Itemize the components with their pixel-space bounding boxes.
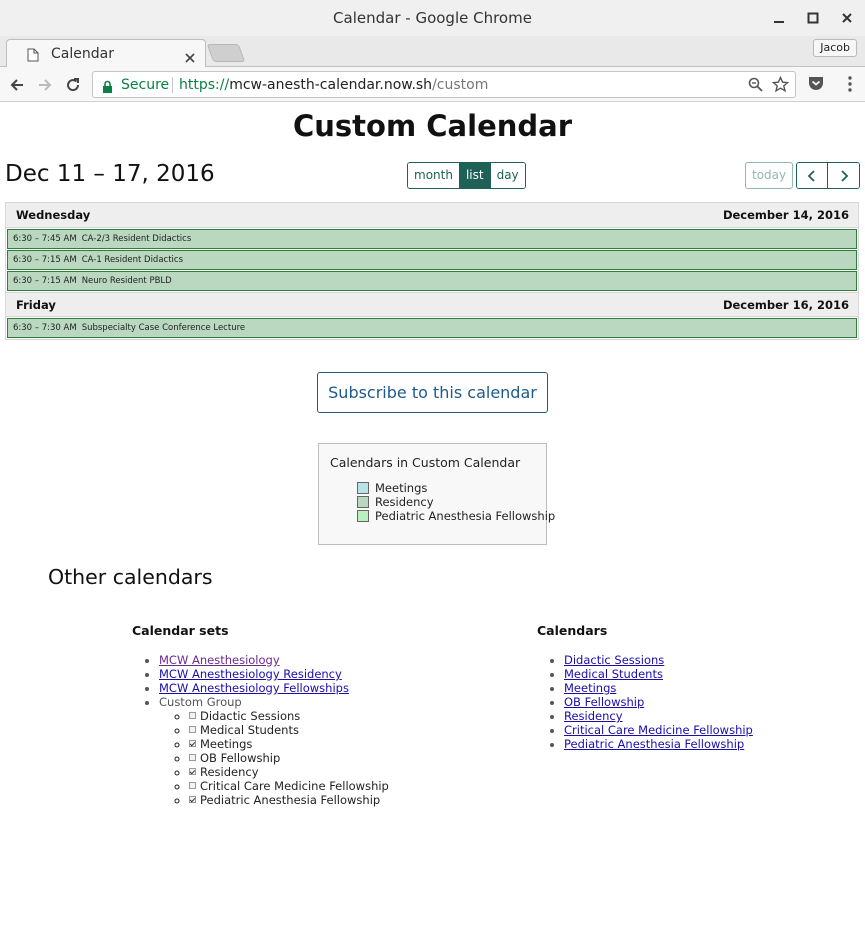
calendar-checkbox[interactable] — [189, 712, 196, 719]
day-name: Wednesday — [16, 208, 91, 222]
event-row[interactable] — [7, 229, 857, 249]
week-nav — [796, 162, 860, 189]
forward-arrow-icon — [37, 77, 53, 93]
calendar-checkbox[interactable] — [189, 740, 196, 747]
day-heading — [6, 203, 858, 228]
list-item — [564, 709, 837, 723]
browser-toolbar — [0, 67, 865, 102]
pocket-extension-icon[interactable] — [807, 75, 825, 96]
calendar-set-link[interactable]: MCW Anesthesiology — [159, 653, 280, 667]
legend-label: Pediatric Anesthesia Fellowship — [375, 509, 556, 523]
subscribe-button[interactable]: Subscribe to this calendar — [317, 372, 548, 413]
list-item — [189, 751, 492, 765]
event-time: 6:30 – 7:30 AM — [13, 323, 77, 333]
event-title: Subspecialty Case Conference Lecture — [81, 323, 246, 333]
list-item — [189, 793, 492, 807]
legend-label: Residency — [375, 495, 434, 509]
list-item — [159, 695, 492, 807]
event-row[interactable] — [7, 318, 857, 338]
list-item — [189, 737, 492, 751]
day-name: Friday — [16, 298, 56, 312]
calendar-link[interactable]: OB Fellowship — [564, 695, 645, 709]
list-item — [564, 667, 837, 681]
checkbox-label: Residency — [200, 765, 259, 779]
list-item — [159, 681, 492, 695]
calendar-legend — [318, 443, 556, 545]
zoom-icon[interactable] — [748, 77, 763, 96]
legend-title: Calendars in Custom Calendar — [330, 455, 521, 470]
legend-label: Meetings — [375, 481, 428, 495]
day-view-button[interactable]: day — [491, 163, 525, 188]
day-date[interactable]: December 16, 2016 — [722, 298, 849, 312]
reload-icon — [65, 77, 81, 93]
date-range-title: Dec 11 – 17, 2016 — [5, 161, 215, 187]
close-window-button[interactable] — [837, 8, 857, 28]
tab-close-icon[interactable] — [185, 48, 195, 67]
calendars-heading: Calendars — [537, 623, 608, 638]
day-heading — [6, 292, 858, 317]
calendar-link[interactable]: Pediatric Anesthesia Fellowship — [564, 737, 745, 751]
list-item — [159, 653, 492, 667]
custom-group-label: Custom Group — [159, 695, 242, 709]
back-button[interactable] — [6, 74, 28, 96]
calendar-link[interactable]: Didactic Sessions — [564, 653, 665, 667]
checkbox-label: OB Fellowship — [200, 751, 281, 765]
legend-item — [357, 509, 555, 523]
checkbox-label: Medical Students — [200, 723, 299, 737]
calendar-link[interactable]: Medical Students — [564, 667, 663, 681]
calendar-link[interactable]: Residency — [564, 709, 623, 723]
new-tab-button[interactable] — [207, 44, 246, 62]
address-bar[interactable] — [92, 71, 796, 98]
url-path: /custom — [432, 77, 489, 93]
list-item — [159, 667, 492, 681]
chrome-menu-icon[interactable] — [847, 75, 853, 97]
event-list — [5, 202, 859, 340]
forward-button[interactable] — [34, 74, 56, 96]
other-calendars-title: Other calendars — [48, 565, 213, 589]
checkbox-label: Pediatric Anesthesia Fellowship — [200, 793, 381, 807]
tab-title: Calendar — [51, 46, 114, 62]
calendar-checkbox[interactable] — [189, 768, 196, 775]
calendar-set-link[interactable]: MCW Anesthesiology Residency — [159, 667, 342, 681]
list-item — [564, 737, 837, 751]
page-title: Custom Calendar — [292, 109, 573, 143]
omnibox-separator — [172, 77, 173, 93]
list-item — [189, 709, 492, 723]
event-title: CA-1 Resident Didactics — [81, 255, 183, 265]
tab-strip — [0, 36, 865, 67]
list-item — [564, 723, 837, 737]
legend-item — [357, 481, 555, 495]
bookmark-star-icon[interactable] — [772, 76, 789, 97]
legend-swatch — [357, 510, 369, 522]
checkbox-label: Meetings — [200, 737, 253, 751]
event-title: CA-2/3 Resident Didactics — [81, 234, 192, 244]
event-time: 6:30 – 7:15 AM — [13, 276, 77, 286]
chevron-right-icon — [839, 170, 849, 182]
event-time: 6:30 – 7:45 AM — [13, 234, 77, 244]
calendar-checkbox[interactable] — [189, 782, 196, 789]
event-row[interactable] — [7, 271, 857, 291]
page-content — [0, 103, 865, 950]
calendar-link[interactable]: Meetings — [564, 681, 617, 695]
chevron-left-icon — [807, 170, 817, 182]
url-scheme: https:// — [179, 77, 230, 93]
calendar-checkbox[interactable] — [189, 796, 196, 803]
legend-list — [357, 481, 555, 523]
calendar-checkbox[interactable] — [189, 726, 196, 733]
checkbox-label: Didactic Sessions — [200, 709, 301, 723]
prev-week-button[interactable] — [797, 163, 828, 188]
maximize-icon — [807, 12, 819, 24]
profile-button[interactable]: Jacob — [813, 39, 857, 57]
lock-icon — [102, 78, 113, 97]
legend-swatch — [357, 496, 369, 508]
calendars-list — [537, 653, 837, 751]
reload-button[interactable] — [62, 74, 84, 96]
secure-label: Secure — [121, 77, 170, 93]
legend-item — [357, 495, 555, 509]
list-view-button[interactable]: list — [460, 163, 491, 188]
event-time: 6:30 – 7:15 AM — [13, 255, 77, 265]
url-host: mcw-anesth-calendar.now.sh — [229, 77, 433, 93]
close-icon — [841, 12, 853, 24]
url-text[interactable] — [179, 77, 488, 93]
checkbox-label: Critical Care Medicine Fellowship — [200, 779, 389, 793]
list-item — [189, 765, 492, 779]
maximize-button[interactable] — [803, 8, 823, 28]
calendar-link[interactable]: Critical Care Medicine Fellowship — [564, 723, 753, 737]
custom-group-list — [159, 709, 492, 807]
list-item — [189, 779, 492, 793]
list-item — [564, 681, 837, 695]
calendar-sets-heading: Calendar sets — [132, 623, 229, 638]
list-item — [564, 653, 837, 667]
legend-swatch — [357, 482, 369, 494]
calendars-column — [537, 623, 837, 751]
list-item — [564, 695, 837, 709]
window-title: Calendar - Google Chrome — [333, 9, 532, 27]
calendar-header — [5, 161, 215, 187]
day-date[interactable]: December 14, 2016 — [722, 208, 849, 222]
view-switcher — [407, 162, 526, 189]
event-title: Neuro Resident PBLD — [81, 276, 172, 286]
calendar-sets-list — [132, 653, 492, 807]
calendar-set-link[interactable]: MCW Anesthesiology Fellowships — [159, 681, 349, 695]
back-arrow-icon — [9, 77, 25, 93]
list-item — [189, 723, 492, 737]
today-button[interactable]: today — [745, 162, 793, 189]
browser-tab[interactable] — [6, 39, 206, 67]
minimize-icon — [773, 12, 785, 24]
calendar-checkbox[interactable] — [189, 754, 196, 761]
window-titlebar — [0, 0, 865, 36]
page-icon — [27, 47, 39, 66]
next-week-button[interactable] — [828, 163, 859, 188]
calendar-sets-column — [132, 623, 492, 807]
minimize-button[interactable] — [769, 8, 789, 28]
month-view-button[interactable]: month — [408, 163, 460, 188]
event-row[interactable] — [7, 250, 857, 270]
